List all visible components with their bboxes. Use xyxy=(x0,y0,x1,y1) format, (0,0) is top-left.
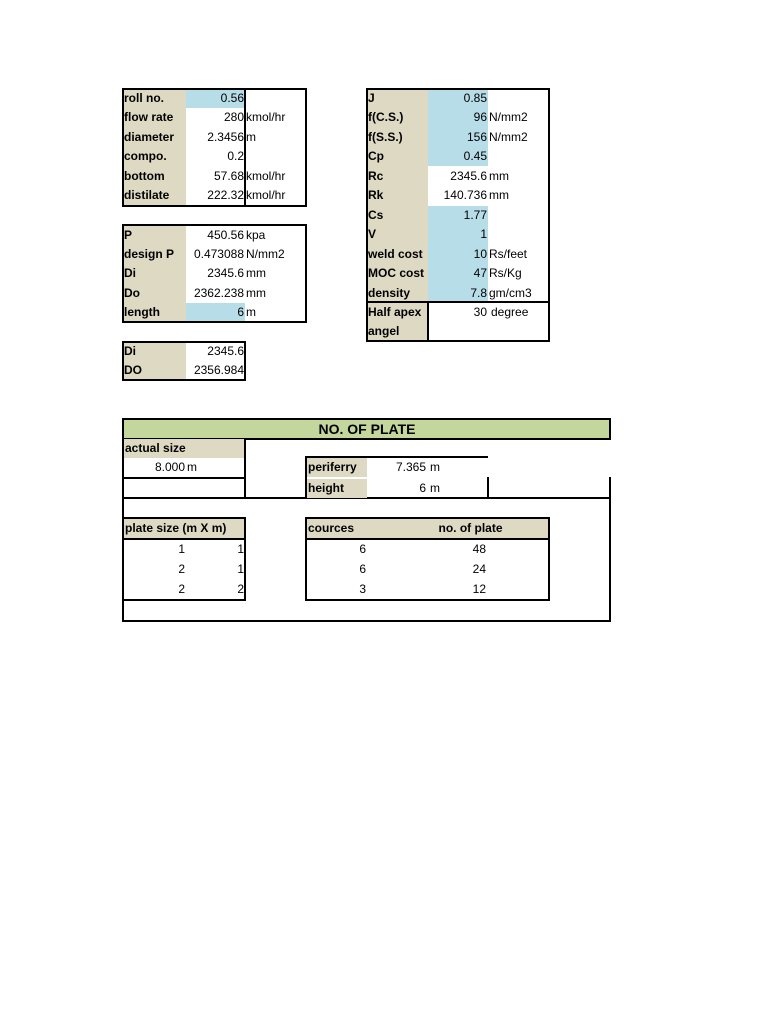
j-value[interactable]: 0.85 xyxy=(463,91,487,105)
roll-no-label: roll no. xyxy=(124,91,164,105)
flow-rate-value[interactable]: 280 xyxy=(223,110,244,124)
plate-size-cell[interactable]: 1 xyxy=(178,542,185,556)
bottom-unit: kmol/hr xyxy=(246,169,286,183)
fss-value[interactable]: 156 xyxy=(466,130,487,144)
cources-header: cources xyxy=(308,521,355,535)
cp-value[interactable]: 0.45 xyxy=(463,149,487,163)
no-of-plate-header: no. of plate xyxy=(438,521,503,535)
frame-left xyxy=(122,439,124,622)
p-label: P xyxy=(124,228,133,242)
half-apex-unit: degree xyxy=(491,305,529,319)
fss-unit: N/mm2 xyxy=(489,130,528,144)
do-label: Do xyxy=(124,286,140,300)
frame-bottom xyxy=(122,620,611,622)
cources-cell[interactable]: 6 xyxy=(359,562,366,576)
fcs-value[interactable]: 96 xyxy=(473,110,487,124)
half-apex-label-line2: angel xyxy=(368,324,400,338)
weld-cost-label: weld cost xyxy=(368,247,423,261)
do-value[interactable]: 2362.238 xyxy=(193,286,244,300)
v-label: V xyxy=(368,227,377,241)
distilate-label: distilate xyxy=(124,188,170,202)
table-border xyxy=(366,88,550,342)
moc-cost-value[interactable]: 47 xyxy=(473,266,487,280)
di-value[interactable]: 2345.6 xyxy=(207,344,244,358)
v-value[interactable]: 1 xyxy=(480,227,487,241)
length-unit: m xyxy=(246,305,256,319)
title-border xyxy=(122,418,611,440)
j-label: J xyxy=(368,91,375,105)
column-divider xyxy=(305,456,307,498)
diameter-value[interactable]: 2.3456 xyxy=(207,130,244,144)
plate-size-cell[interactable]: 1 xyxy=(237,542,244,556)
cs-value[interactable]: 1.77 xyxy=(463,208,487,222)
compo-label: compo. xyxy=(124,149,167,163)
plate-size-cell[interactable]: 2 xyxy=(178,562,185,576)
rc-label: Rc xyxy=(368,169,384,183)
density-value[interactable]: 7.8 xyxy=(470,286,487,300)
flow-rate-label: flow rate xyxy=(124,110,174,124)
rc-value[interactable]: 2345.6 xyxy=(450,169,487,183)
table-border xyxy=(122,341,246,381)
column-divider xyxy=(427,301,429,342)
do-value[interactable]: 2356.984 xyxy=(193,363,244,377)
row-divider xyxy=(366,301,550,303)
half-apex-label: Half apex xyxy=(368,305,422,319)
table-border xyxy=(122,224,307,323)
periferry-value[interactable]: 7.365 xyxy=(395,460,426,474)
actual-size-value[interactable]: 8.000 xyxy=(154,460,185,474)
diameter-unit: m xyxy=(246,130,256,144)
design-p-value[interactable]: 0.473088 xyxy=(193,247,244,261)
bottom-value[interactable]: 57.68 xyxy=(213,169,244,183)
rk-unit: mm xyxy=(489,188,509,202)
row-divider xyxy=(122,599,246,601)
actual-size-unit: m xyxy=(187,460,197,474)
row-divider xyxy=(305,538,550,540)
length-value[interactable]: 6 xyxy=(237,305,244,319)
cources-cell[interactable]: 6 xyxy=(359,542,366,556)
height-value[interactable]: 6 xyxy=(419,481,426,495)
no-of-plate-cell[interactable]: 48 xyxy=(472,542,486,556)
fss-label: f(S.S.) xyxy=(368,130,403,144)
moc-cost-label: MOC cost xyxy=(368,266,425,280)
di-label: Di xyxy=(124,266,136,280)
frame-right xyxy=(609,477,611,622)
periferry-label: periferry xyxy=(307,458,367,477)
weld-cost-value[interactable]: 10 xyxy=(473,247,487,261)
fcs-unit: N/mm2 xyxy=(489,110,528,124)
column-divider xyxy=(487,477,489,498)
actual-size-label: actual size xyxy=(124,439,245,458)
rk-value[interactable]: 140.736 xyxy=(443,188,487,202)
diameter-label: diameter xyxy=(124,130,175,144)
rk-label: Rk xyxy=(368,188,384,202)
row-divider xyxy=(122,477,246,479)
p-unit: kpa xyxy=(246,228,266,242)
section-title: NO. OF PLATE xyxy=(124,419,610,439)
table-border xyxy=(122,88,307,207)
column-divider xyxy=(244,439,246,499)
fcs-label: f(C.S.) xyxy=(368,110,404,124)
flow-rate-unit: kmol/hr xyxy=(246,110,286,124)
distilate-value[interactable]: 222.32 xyxy=(207,188,244,202)
plate-size-cell[interactable]: 2 xyxy=(178,582,185,596)
density-label: density xyxy=(368,286,411,300)
plate-size-cell[interactable]: 2 xyxy=(237,582,244,596)
row-divider xyxy=(122,538,246,540)
length-label: length xyxy=(124,305,160,319)
height-label: height xyxy=(307,479,367,498)
no-of-plate-cell[interactable]: 12 xyxy=(472,582,486,596)
p-value[interactable]: 450.56 xyxy=(207,228,244,242)
cources-table-border xyxy=(305,517,550,601)
cources-cell[interactable]: 3 xyxy=(359,582,366,596)
weld-cost-unit: Rs/feet xyxy=(489,247,528,261)
design-p-label: design P xyxy=(124,247,175,261)
di-value[interactable]: 2345.6 xyxy=(207,266,244,280)
moc-cost-unit: Rs/Kg xyxy=(489,266,522,280)
di-unit: mm xyxy=(246,266,266,280)
design-p-unit: N/mm2 xyxy=(246,247,285,261)
do-unit: mm xyxy=(246,286,266,300)
density-unit: gm/cm3 xyxy=(489,286,532,300)
cs-label: Cs xyxy=(368,208,384,222)
half-apex-value[interactable]: 30 xyxy=(473,305,487,319)
distilate-unit: kmol/hr xyxy=(246,188,286,202)
bottom-label: bottom xyxy=(124,169,165,183)
height-unit: m xyxy=(430,481,440,495)
row-divider xyxy=(305,456,488,458)
row-divider xyxy=(122,517,246,519)
periferry-unit: m xyxy=(430,460,440,474)
roll-no-value[interactable]: 0.56 xyxy=(220,91,244,105)
di-label: Di xyxy=(124,344,136,358)
column-divider xyxy=(244,88,246,207)
cp-label: Cp xyxy=(368,149,384,163)
rc-unit: mm xyxy=(489,169,509,183)
column-divider xyxy=(244,517,246,601)
plate-size-cell[interactable]: 1 xyxy=(237,562,244,576)
compo-value[interactable]: 0.2 xyxy=(227,149,244,163)
do-label: DO xyxy=(124,363,142,377)
plate-size-header: plate size (m X m) xyxy=(124,519,245,538)
no-of-plate-cell[interactable]: 24 xyxy=(472,562,486,576)
